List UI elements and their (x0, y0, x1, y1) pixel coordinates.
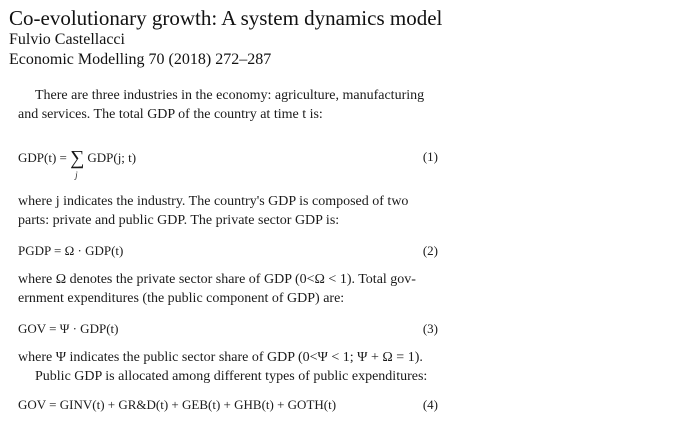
paragraph-line: where Ψ indicates the public sector share of GDP (0<Ψ < 1; Ψ + Ω = 1). (18, 350, 423, 365)
equation-1 (18, 140, 440, 180)
paragraph-line: and services. The total GDP of the country at time t is: (18, 107, 323, 122)
paragraph-line: where Ω denotes the private sector share of GDP (0<Ω < 1). Total gov- (18, 272, 416, 287)
paragraph-line: where j indicates the industry. The country's GDP is composed of two (18, 194, 409, 209)
equation-4-number: (4) (422, 397, 438, 412)
paper-title: Co-evolutionary growth: A system dynamics model (9, 6, 443, 30)
equation-2-number: (2) (422, 243, 438, 258)
sum-subscript: j (75, 170, 78, 180)
paragraph-line: ernment expenditures (the public component of GDP) are: (18, 291, 345, 306)
sigma-glyph: ∑ (70, 147, 85, 169)
equation-2 (18, 242, 440, 260)
paragraph-line: Public GDP is allocated among different types of public expenditures: (35, 369, 428, 384)
paper-journal: Economic Modelling 70 (2018) 272–287 (9, 51, 272, 68)
paragraph-line: There are three industries in the economy: agriculture, manufacturing (35, 88, 425, 103)
sum-symbol (70, 147, 85, 180)
equation-3-body: GOV = Ψ · GDP(t) (18, 321, 119, 336)
equation-4 (18, 396, 440, 414)
equation-1-body (18, 147, 137, 180)
equation-1-rhs: GDP(j; t) (87, 150, 137, 165)
paragraph-line: parts: private and public GDP. The private sector GDP is: (18, 213, 340, 228)
paper-header (9, 6, 442, 70)
equation-4-body: GOV = GINV(t) + GR&D(t) + GEB(t) + GHB(t) + GOTH(t) (18, 397, 337, 412)
equation-1-lhs: GDP(t) = (18, 150, 67, 165)
paper-author: Fulvio Castellacci (9, 31, 125, 48)
equation-3-number: (3) (422, 321, 438, 336)
equation-1-number: (1) (422, 149, 438, 164)
equation-3 (18, 320, 440, 338)
paper-excerpt (18, 86, 440, 414)
equation-2-body: PGDP = Ω · GDP(t) (18, 243, 124, 258)
